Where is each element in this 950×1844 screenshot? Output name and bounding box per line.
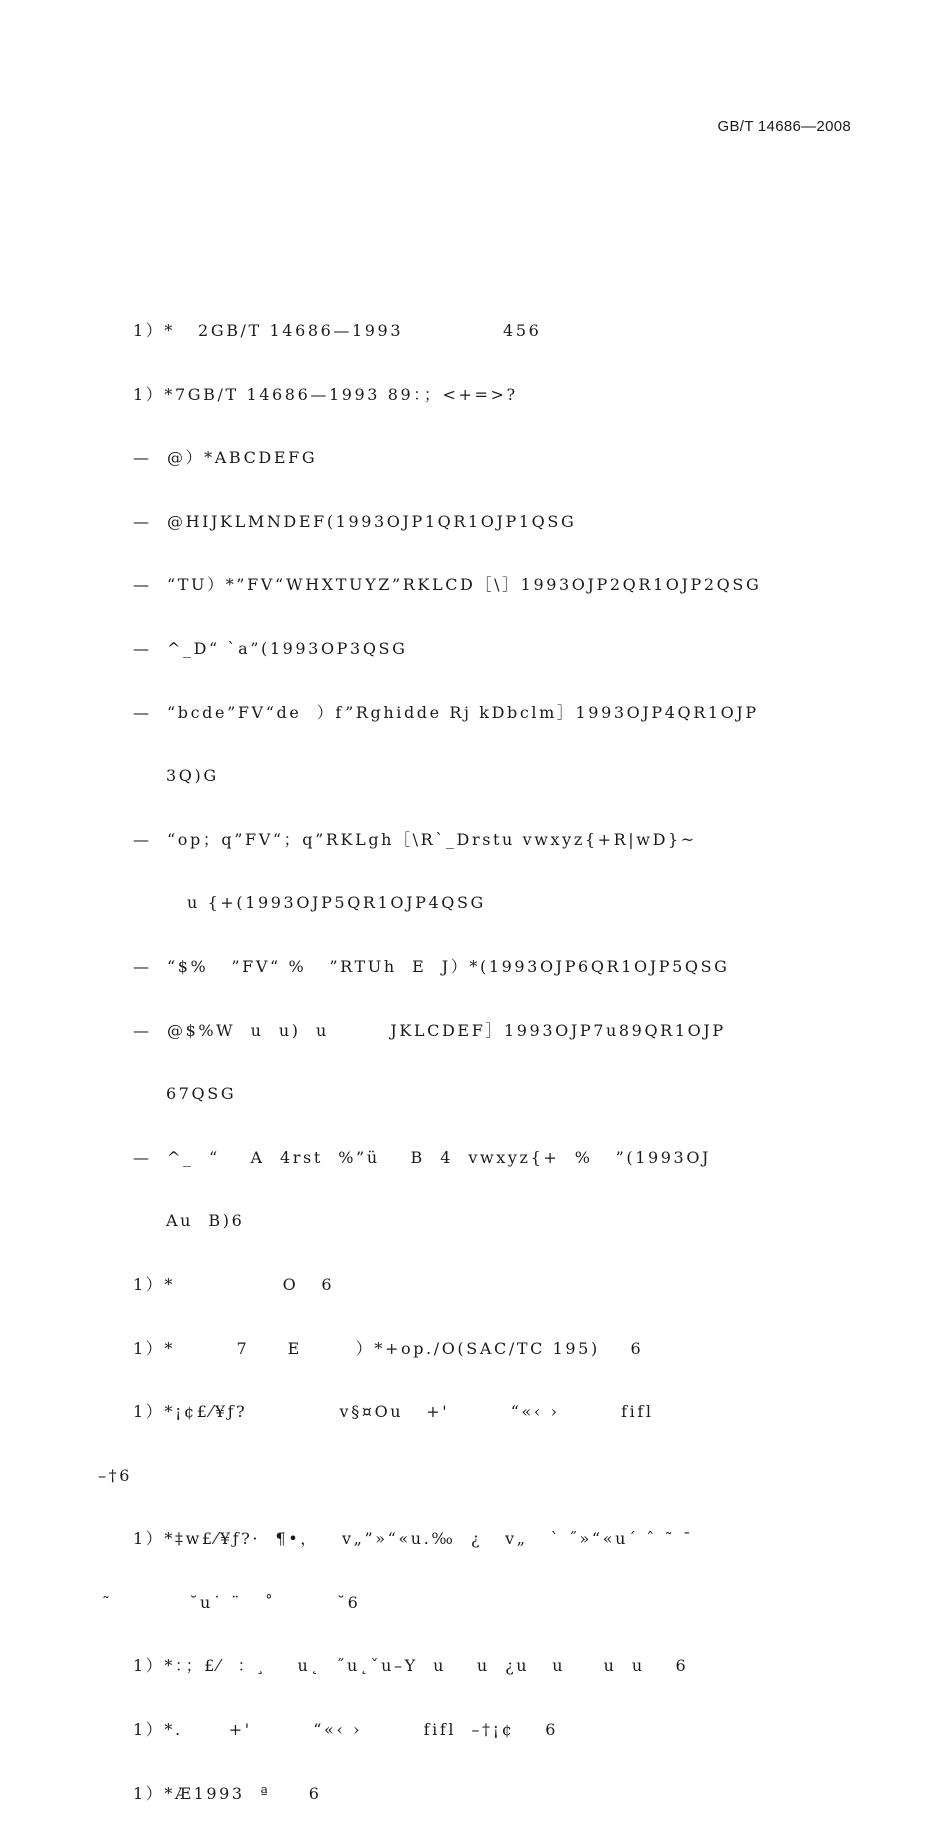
list-item-continuation: u {+(1993OJP5QR1OJP4QSG: [187, 893, 486, 913]
paragraph-line: 1）*‡w£⁄¥ƒ?· ¶•， v„”»“«u.‰ ¿ v„ ˋ ˝»“«uˊ ˆ ˜ ¯: [133, 1529, 694, 1549]
paragraph-line: 1）* 7 E ）*+op./O(SAC∕TC 195) 6: [133, 1338, 644, 1358]
list-item-continuation: 3Q)G: [166, 766, 219, 786]
paragraph-continuation: –†6: [98, 1465, 132, 1485]
document-body: [0, 280, 950, 1844]
list-item-continuation: 67QSG: [166, 1084, 237, 1104]
standard-code: GB/T 14686—2008: [717, 118, 851, 135]
paragraph-line: 1）* O 6: [133, 1274, 335, 1294]
list-item: — “op；q”FV“；q”RKLgh［\R`_Drstu vwxyz{+R|wD}~: [133, 829, 697, 849]
paragraph-line: 1）*¡¢£⁄¥ƒ? v§¤Ou +' “«‹ › fifl: [133, 1402, 654, 1422]
paragraph-line: 1）* 2GB∕T 14686—1993 456: [133, 321, 542, 340]
list-item-continuation: Au B)6: [166, 1211, 245, 1231]
list-item: — ^_D“ `a”(1993OP3QSG: [133, 638, 408, 658]
paragraph-line: 1）*：；£⁄ ：¸ u˛ ˝u˛ˇu–Y u u ¿u u u u 6: [133, 1656, 689, 1676]
list-item: — @HIJKLMNDEF(1993OJP1QR1OJP1QSG: [133, 511, 577, 531]
paragraph-continuation: ˜ ˘u˙ ¨ ˚ ˘6: [102, 1592, 361, 1612]
paragraph-line: 1）*7GB∕T 14686—1993 89：；<+=>?: [133, 384, 518, 404]
list-item: — @$%W u u) u JKLCDEF］1993OJP7u89QR1OJP: [133, 1020, 726, 1040]
list-item: — ^_ “ A 4rst %”ü B 4 vwxyz{+ % ”(1993OJ: [133, 1147, 712, 1167]
list-item: — “TU）*”FV“WHXTUYZ”RKLCD［\］1993OJP2QR1OJP2QSG: [133, 575, 762, 595]
list-item: — @）*ABCDEFG: [133, 448, 318, 468]
paragraph-line: 1）*. +' “«‹ › fifl –†¡¢ 6: [133, 1720, 558, 1740]
list-item: — “bcde”FV“de ）f”Rghidde Rj kDbclm］1993OJP4QR1OJP: [133, 702, 759, 722]
paragraph-line: 1）*Æ1993 ª 6: [133, 1783, 322, 1803]
list-item: — “$% ”FV“ % ”RTUh E J）*(1993OJP6QR1OJP5QSG: [133, 956, 730, 976]
